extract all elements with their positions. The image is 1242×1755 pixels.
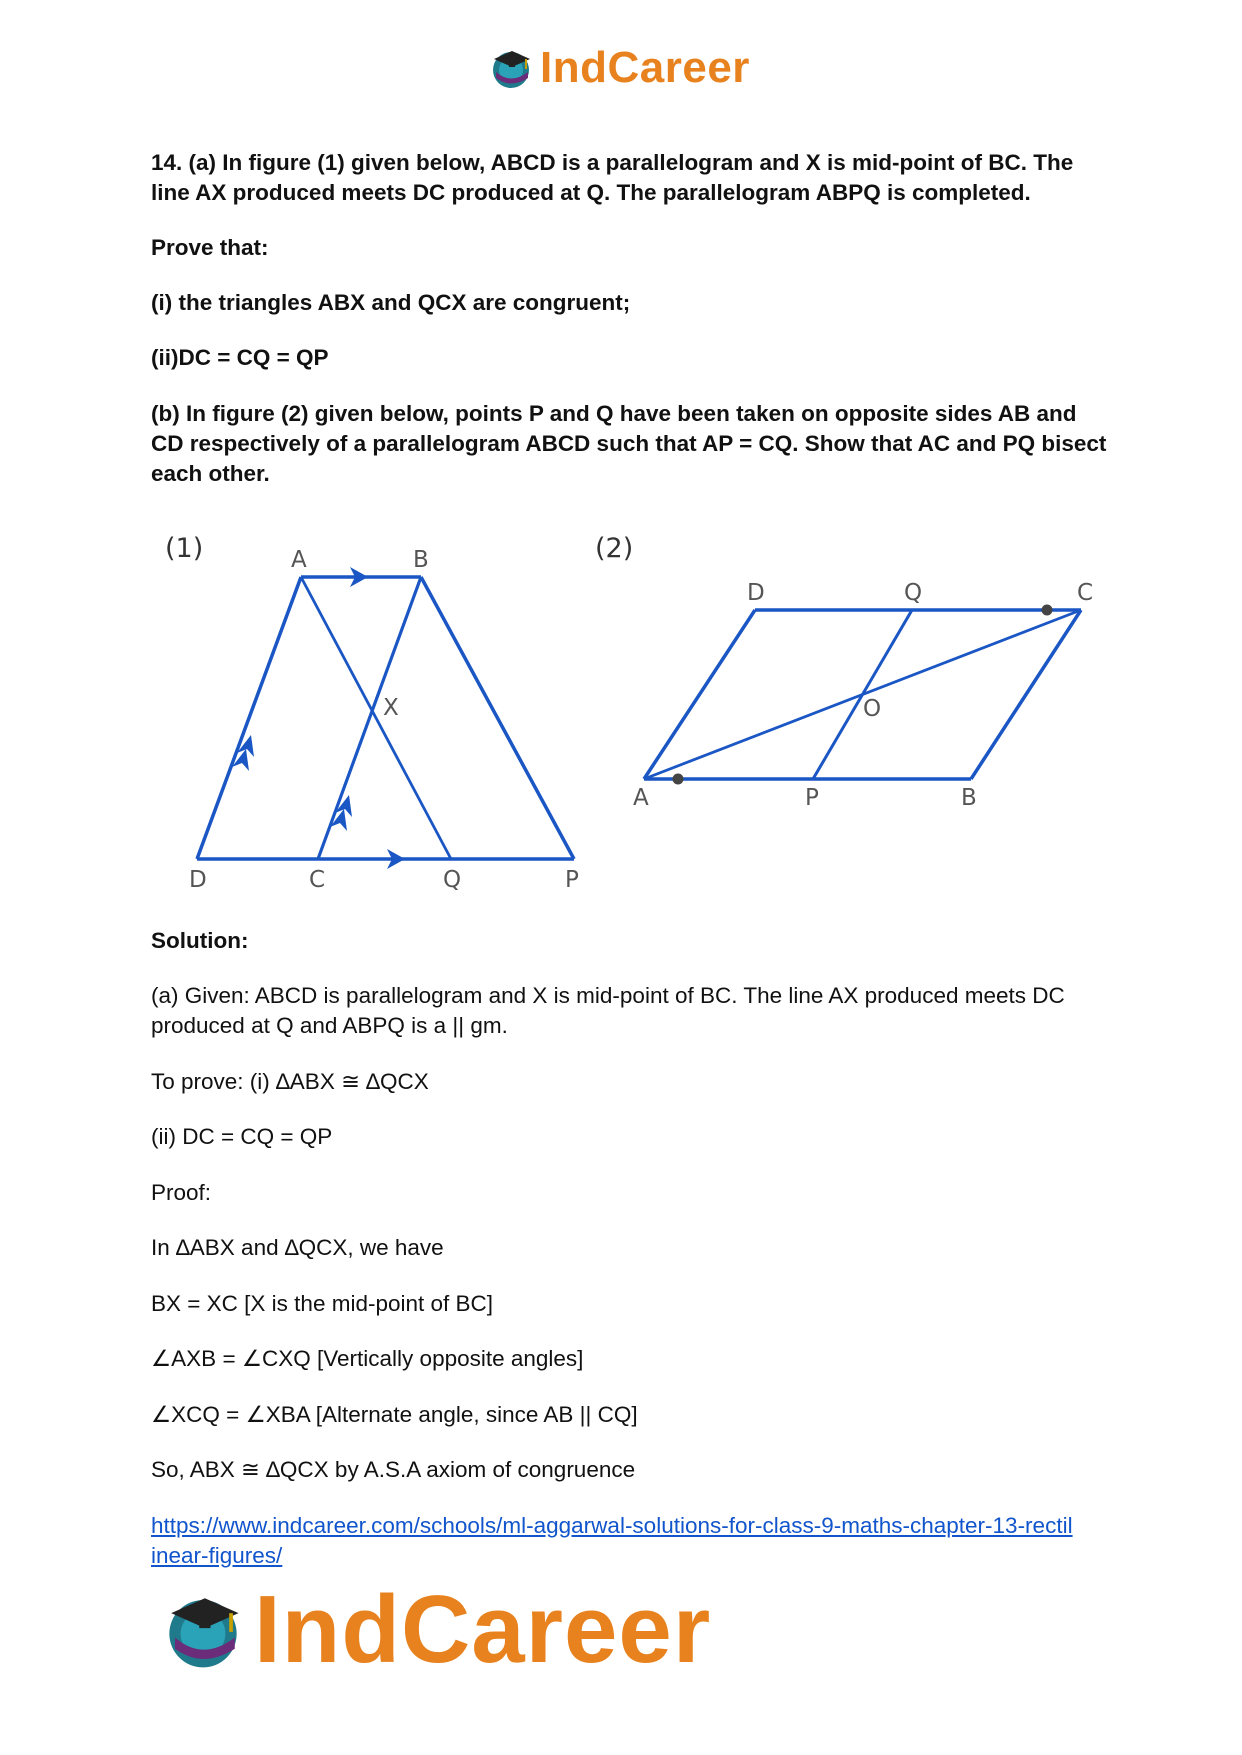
point-marker-near-a	[673, 774, 684, 785]
solution-to-prove-i: To prove: (i) ∆ABX ≅ ∆QCX	[151, 1069, 429, 1094]
question-item-i: (i) the triangles ABX and QCX are congruent;	[151, 290, 631, 315]
fig2-label-c: C	[1077, 580, 1094, 606]
solution-heading: Solution:	[151, 928, 249, 953]
figure-1	[165, 533, 579, 893]
brand-name: IndCareer	[540, 43, 750, 92]
solution-given: (a) Given: ABCD is parallelogram and X is mid-point of BC. The line AX produced meets DC produced at Q and ABPQ is a || gm.	[151, 983, 1065, 1038]
header-logo[interactable]	[488, 40, 750, 96]
figures	[151, 525, 1101, 905]
segment-bc	[318, 577, 421, 859]
segment-bp	[421, 577, 574, 859]
graduation-cap-globe-icon	[160, 1587, 246, 1673]
fig2-label-d: D	[747, 580, 765, 606]
fig2-label-p: P	[805, 785, 819, 811]
solution-proof-heading: Proof:	[151, 1180, 212, 1205]
fig1-label-c: C	[309, 867, 326, 893]
segment-cb	[971, 610, 1081, 779]
source-link-line-1: https://www.indcareer.com/schools/ml-aggarwal-solutions-for-class-9-maths-chapter-13-rectil	[151, 1513, 1073, 1538]
fig1-label-a: A	[291, 547, 307, 573]
source-link-line-2: inear-figures/	[151, 1543, 283, 1568]
point-marker-near-c	[1042, 605, 1053, 616]
segment-da	[644, 610, 755, 779]
segment-ad	[197, 577, 301, 859]
source-link[interactable]	[151, 1511, 1111, 1571]
solution-line-2: BX = XC [X is the mid-point of BC]	[151, 1291, 494, 1316]
question-part-a: 14. (a) In figure (1) given below, ABCD is a parallelogram and X is mid-point of BC. The line AX produced meets DC produced at Q. The parallelogram ABPQ is completed.	[151, 150, 1074, 205]
segment-aq	[301, 577, 451, 859]
fig2-label-q: Q	[904, 580, 923, 606]
graduation-cap-globe-icon	[488, 45, 534, 91]
question-part-b: (b) In figure (2) given below, points P and Q have been taken on opposite sides AB and CD respectively of a parallelogram ABCD such that AP = CQ. Show that AC and PQ bisect each other.	[151, 401, 1107, 486]
fig1-label-q: Q	[443, 867, 462, 893]
footer-logo[interactable]	[160, 1576, 712, 1683]
solution-line-1: In ∆ABX and ∆QCX, we have	[151, 1235, 444, 1260]
solution-line-5: So, ABX ≅ ∆QCX by A.S.A axiom of congruence	[151, 1457, 636, 1482]
fig1-label-d: D	[189, 867, 207, 893]
fig1-label-p: P	[565, 867, 579, 893]
question-item-ii: (ii)DC = CQ = QP	[151, 345, 329, 370]
figure-2-caption: (2)	[595, 533, 634, 564]
fig2-label-b: B	[961, 785, 977, 811]
solution-line-4: ∠XCQ = ∠XBA [Alternate angle, since AB || CQ]	[151, 1402, 638, 1427]
footer-brand-name: IndCareer	[254, 1576, 712, 1683]
fig1-label-x: X	[383, 695, 399, 721]
fig2-label-a: A	[633, 785, 649, 811]
fig1-label-b: B	[413, 547, 429, 573]
fig2-label-o: O	[863, 696, 882, 722]
figure-1-caption: (1)	[165, 533, 204, 564]
segment-pq	[813, 610, 912, 779]
solution-to-prove-ii: (ii) DC = CQ = QP	[151, 1124, 333, 1149]
figure-2	[595, 533, 1093, 811]
prove-that-heading: Prove that:	[151, 235, 269, 260]
solution-line-3: ∠AXB = ∠CXQ [Vertically opposite angles]	[151, 1346, 584, 1371]
